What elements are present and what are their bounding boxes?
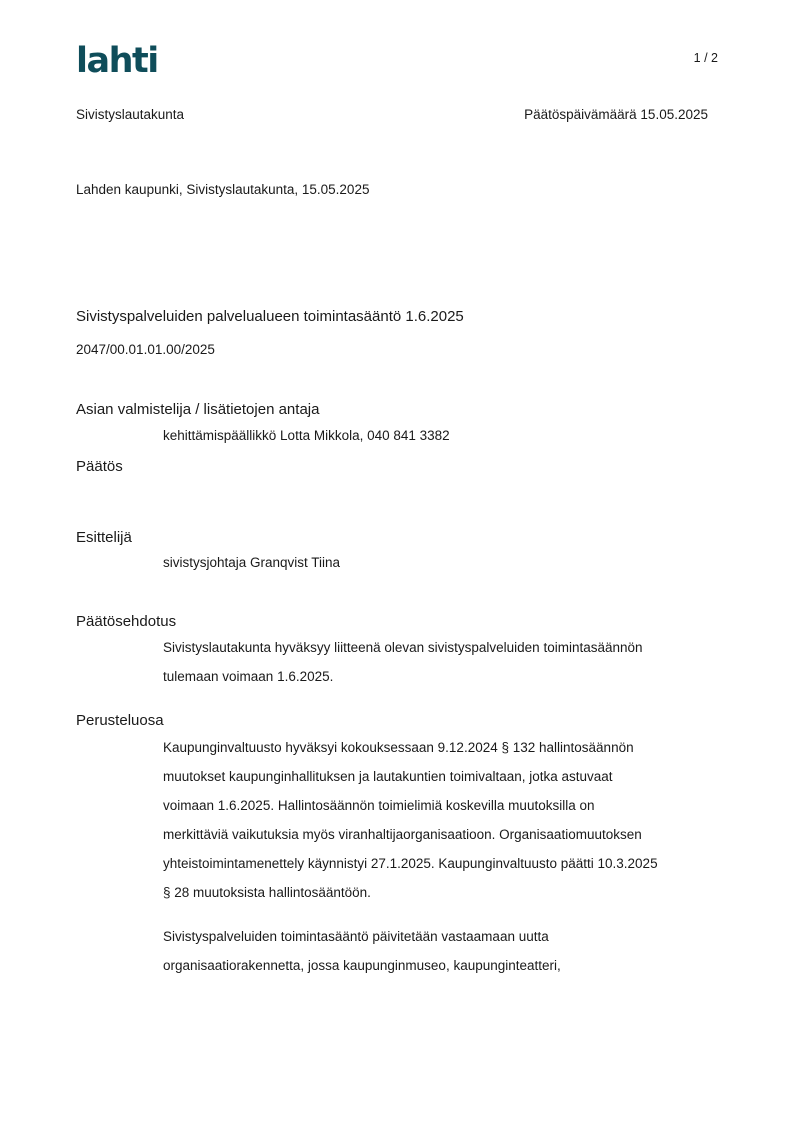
preparer-heading: Asian valmistelija / lisätietojen antaja (76, 401, 320, 418)
rationale-line: merkittäviä vaikutuksia myös viranhaltijaorganisaatioon. Organisaatiomuutoksen (163, 827, 642, 842)
record-number: 2047/00.01.01.00/2025 (76, 342, 215, 357)
presenter-text: sivistysjohtaja Granqvist Tiina (163, 555, 341, 570)
rationale-line: yhteistoimintamenettely käynnistyi 27.1.2025. Kaupunginvaltuusto päätti 10.3.2025 (163, 856, 658, 871)
proposal-line: Sivistyslautakunta hyväksyy liitteenä olevan sivistyspalveluiden toimintasäännön (163, 640, 643, 655)
rationale-paragraph-1 (163, 733, 658, 907)
rationale-line: § 28 muutoksista hallintosääntöön. (163, 885, 371, 900)
rationale-line: Sivistyspalveluiden toimintasääntö päivitetään vastaamaan uutta (163, 929, 549, 944)
decision-heading: Päätös (76, 458, 123, 475)
decision-date: Päätöspäivämäärä 15.05.2025 (524, 107, 708, 122)
board-name: Sivistyslautakunta (76, 107, 185, 122)
rationale-line: voimaan 1.6.2025. Hallintosäännön toimielimiä koskevilla muutoksilla on (163, 798, 595, 813)
proposal-paragraph (163, 633, 643, 691)
rationale-line: Kaupunginvaltuusto hyväksyi kokouksessaan 9.12.2024 § 132 hallintosäännön (163, 740, 634, 755)
rationale-line: muutokset kaupunginhallituksen ja lautakuntien toimivaltaan, jotka astuvaat (163, 769, 613, 784)
page-number: 1 / 2 (693, 51, 718, 65)
origin-line: Lahden kaupunki, Sivistyslautakunta, 15.05.2025 (76, 182, 370, 197)
rationale-line: organisaatiorakennetta, jossa kaupunginmuseo, kaupunginteatteri, (163, 958, 561, 973)
document-title: Sivistyspalveluiden palvelualueen toimintasääntö 1.6.2025 (76, 308, 464, 325)
rationale-paragraph-2 (163, 922, 561, 980)
lahti-logo: lahti (76, 41, 158, 81)
proposal-line: tulemaan voimaan 1.6.2025. (163, 669, 334, 684)
proposal-heading: Päätösehdotus (76, 613, 177, 630)
rationale-heading: Perusteluosa (76, 712, 164, 729)
preparer-text: kehittämispäällikkö Lotta Mikkola, 040 841 3382 (163, 428, 450, 443)
presenter-heading: Esittelijä (76, 529, 132, 546)
